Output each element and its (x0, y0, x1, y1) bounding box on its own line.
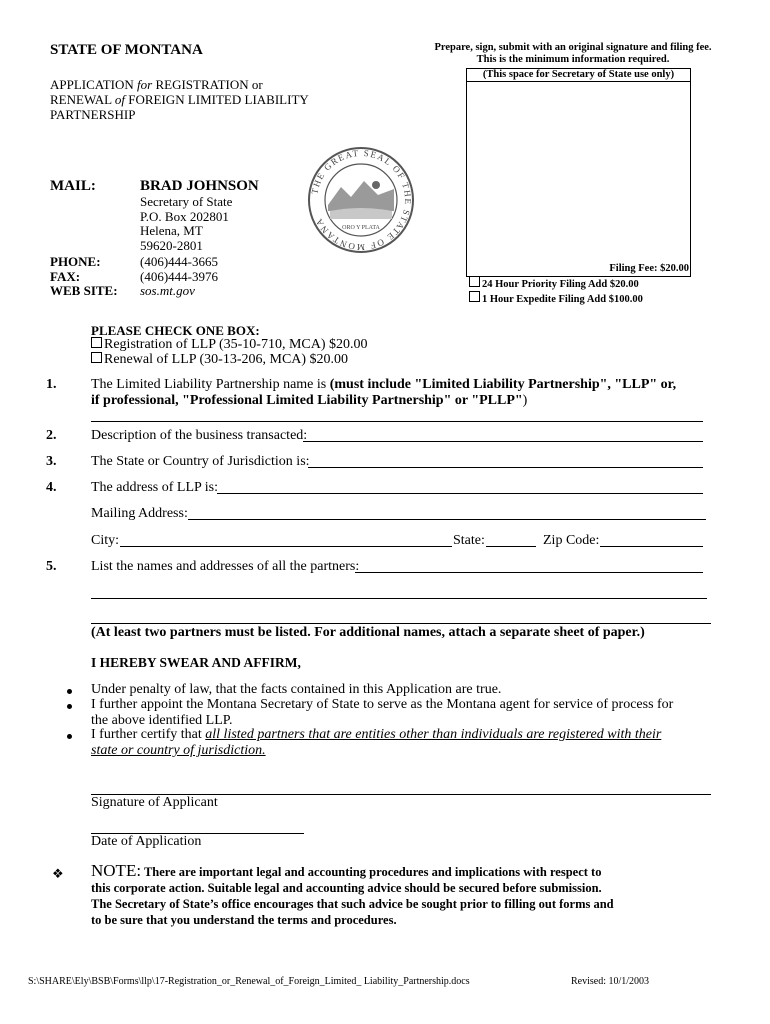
city-field[interactable] (120, 546, 452, 547)
mail-address: Secretary of State P.O. Box 202801 Helena, MT 59620-2801 (140, 194, 233, 253)
zip-field[interactable] (600, 546, 703, 547)
registration-option[interactable]: Registration of LLP (35-10-710, MCA) $20.00 (91, 337, 368, 352)
bullet (67, 704, 72, 709)
mailing-address-field[interactable] (188, 519, 706, 520)
expedite-options (469, 276, 643, 306)
sos-use-box (466, 68, 691, 277)
mailing-address-label: Mailing Address: (91, 506, 188, 521)
instructions: Prepare, sign, submit with an original signature and filing fee. This is the minimum information required. (434, 42, 712, 65)
page-title: STATE OF MONTANA (50, 42, 203, 58)
expedite-checkbox[interactable] (469, 291, 480, 302)
state-field[interactable] (486, 546, 536, 547)
zip-label: Zip Code: (543, 533, 600, 548)
bullet (67, 689, 72, 694)
revision-date: Revised: 10/1/2003 (571, 976, 650, 987)
sos-use-caption: (This space for Secretary of State use only) (467, 69, 690, 82)
phone-number: (406)444-3665 (140, 254, 218, 269)
business-description-field[interactable] (303, 441, 703, 442)
form-title: APPLICATION for REGISTRATION or RENEWAL of FOREIGN LIMITED LIABILITY PARTNERSHIP (50, 77, 309, 122)
business-description-label: Description of the business transacted: (91, 428, 308, 443)
city-label: City: (91, 533, 120, 548)
partners-field-2[interactable] (91, 598, 707, 599)
item-number: 2. (46, 428, 57, 443)
item-number: 4. (46, 480, 57, 495)
renewal-option[interactable]: Renewal of LLP (30-13-206, MCA) $20.00 (91, 352, 368, 367)
llp-address-field[interactable] (217, 493, 703, 494)
partners-label: List the names and addresses of all the partners: (91, 559, 360, 574)
file-path: S:\SHARE\Ely\BSB\Forms\llp\17-Registration_or_Renewal_of_Foreign_Limited_ Liability_Partnership.docs (28, 976, 470, 987)
state-label: State: (453, 533, 485, 548)
renewal-checkbox[interactable] (91, 352, 102, 363)
affirmation-1: Under penalty of law, that the facts contained in this Application are true. (91, 682, 502, 697)
diamond-bullet-icon: ❖ (52, 866, 64, 881)
partners-field-3[interactable] (91, 623, 711, 624)
contact-labels: PHONE: FAX: WEB SITE: (50, 254, 118, 298)
llp-address-label: The address of LLP is: (91, 480, 219, 495)
mail-label: MAIL: (50, 178, 96, 194)
registration-checkbox[interactable] (91, 337, 102, 348)
svg-text:THE GREAT SEAL OF THE STATE OF: THE GREAT SEAL OF THE STATE OF MONTANA (309, 147, 414, 253)
item-number: 3. (46, 454, 57, 469)
date-label: Date of Application (91, 834, 202, 849)
jurisdiction-field[interactable] (308, 467, 703, 468)
item-number: 5. (46, 559, 57, 574)
item-number: 1. (46, 377, 57, 392)
state-seal (306, 145, 416, 255)
llp-name-field[interactable] (91, 421, 703, 422)
swear-heading: I HEREBY SWEAR AND AFFIRM, (91, 655, 301, 670)
website-link[interactable]: sos.mt.gov (140, 283, 195, 298)
svg-text:ORO Y PLATA: ORO Y PLATA (342, 225, 380, 231)
filing-type-options (91, 337, 368, 367)
check-heading: PLEASE CHECK ONE BOX: (91, 323, 260, 338)
bullet (67, 734, 72, 739)
filing-fee: Filing Fee: $20.00 (609, 263, 689, 274)
affirmation-3: I further certify that all listed partners that are entities other than individuals are registered with their state or country of jurisdiction. (91, 727, 662, 758)
llp-name-question: The Limited Liability Partnership name is (must include "Limited Liability Partnership", "LLP" or, if professional, "Professional Limited Liability Partnership" or "PLLP") (91, 377, 677, 408)
note-block: NOTE: There are important legal and accounting procedures and implications with respect to this corporate action. Suitable legal and accounting advice should be secured before submission. The Secretary of State’s office encourages that such advice be sought prior to filling out forms and to be sure that you understand the terms and procedures. (91, 861, 614, 927)
expedite-option[interactable]: 1 Hour Expedite Filing Add $100.00 (469, 291, 643, 306)
jurisdiction-label: The State or Country of Jurisdiction is: (91, 454, 310, 469)
fax-number: (406)444-3976 (140, 268, 218, 284)
priority-checkbox[interactable] (469, 276, 480, 287)
secretary-name: BRAD JOHNSON (140, 178, 259, 194)
priority-option[interactable]: 24 Hour Priority Filing Add $20.00 (469, 276, 643, 291)
partners-note: (At least two partners must be listed. For additional names, attach a separate sheet of paper.) (91, 625, 645, 640)
contact-values (140, 255, 218, 299)
affirmation-2: I further appoint the Montana Secretary of State to serve as the Montana agent for service of process for the above identified LLP. (91, 697, 674, 728)
signature-label: Signature of Applicant (91, 795, 218, 810)
partners-field[interactable] (355, 572, 703, 573)
